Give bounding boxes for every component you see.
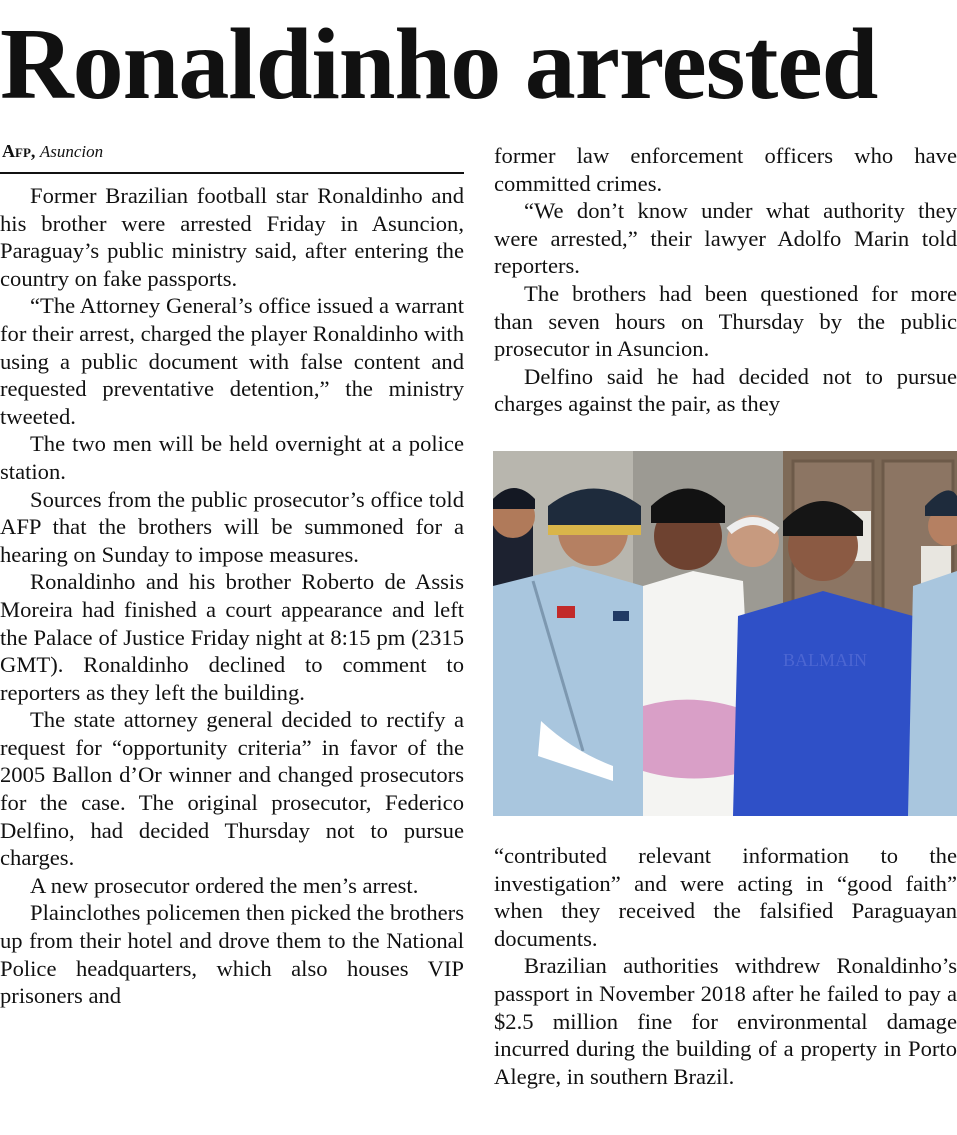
paragraph: The two men will be held overnight at a police station.: [0, 431, 464, 484]
paragraph: The state attorney general decided to rectify a request for “opportunity criteria” in favor of the 2005 Ballon d’Or winner and changed prosecutors for the case. The original prosecutor, Federico Delfino, had decided Thursday not to pursue charges.: [0, 707, 464, 871]
paragraph: Ronaldinho and his brother Roberto de Assis Moreira had finished a court appearance and left the Palace of Justice Friday night at 8:15 pm (2315 GMT). Ronaldinho declined to comment to reporters as they left the building.: [0, 569, 464, 705]
article-column-2-top: [494, 142, 957, 418]
paragraph: A new prosecutor ordered the men’s arrest.: [30, 872, 419, 898]
paragraph: Plainclothes policemen then picked the brothers up from their hotel and drove them to the National Police headquarters, which also houses VIP prisoners and: [0, 900, 464, 1009]
paragraph: Delfino said he had decided not to pursue charges against the pair, as they: [494, 363, 957, 417]
byline-rule: [0, 172, 464, 174]
byline-location: Asuncion: [39, 142, 104, 161]
headline: Ronaldinho arrested: [0, 8, 878, 121]
paragraph: “We don’t know under what authority they were arrested,” their lawyer Adolfo Marin told reporters.: [494, 198, 957, 279]
byline: [2, 138, 462, 164]
shirt-logo: BALMAIN: [783, 650, 867, 670]
article-column-1: [0, 182, 464, 1010]
paragraph: Former Brazilian football star Ronaldinho and his brother were arrested Friday in Asuncion, Paraguay’s public ministry said, after entering the country on fake passports.: [0, 183, 464, 291]
article-column-2-bottom: [494, 842, 957, 1090]
byline-agency: Afp,: [2, 141, 36, 161]
paragraph: The brothers had been questioned for more than seven hours on Thursday by the public prosecutor in Asuncion.: [494, 280, 957, 362]
paragraph: “contributed relevant information to the investigation” and were acting in “good faith” when they received the falsified Paraguayan documents.: [494, 843, 957, 951]
paragraph: Sources from the public prosecutor’s office told AFP that the brothers will be summoned for a hearing on Sunday to impose measures.: [0, 486, 464, 567]
paragraph: “The Attorney General’s office issued a warrant for their arrest, charged the player Ronaldinho with using a public document with false content and requested preventative detention,” the ministry tweeted.: [0, 293, 464, 429]
photo-illustration: [493, 451, 957, 816]
paragraph: former law enforcement officers who have committed crimes.: [494, 143, 957, 196]
news-photo: [493, 451, 957, 816]
paragraph: Brazilian authorities withdrew Ronaldinho’s passport in November 2018 after he failed to pay a $2.5 million fine for environmental damage incurred during the building of a property in Porto Alegre, in southern Brazil.: [494, 953, 957, 1089]
